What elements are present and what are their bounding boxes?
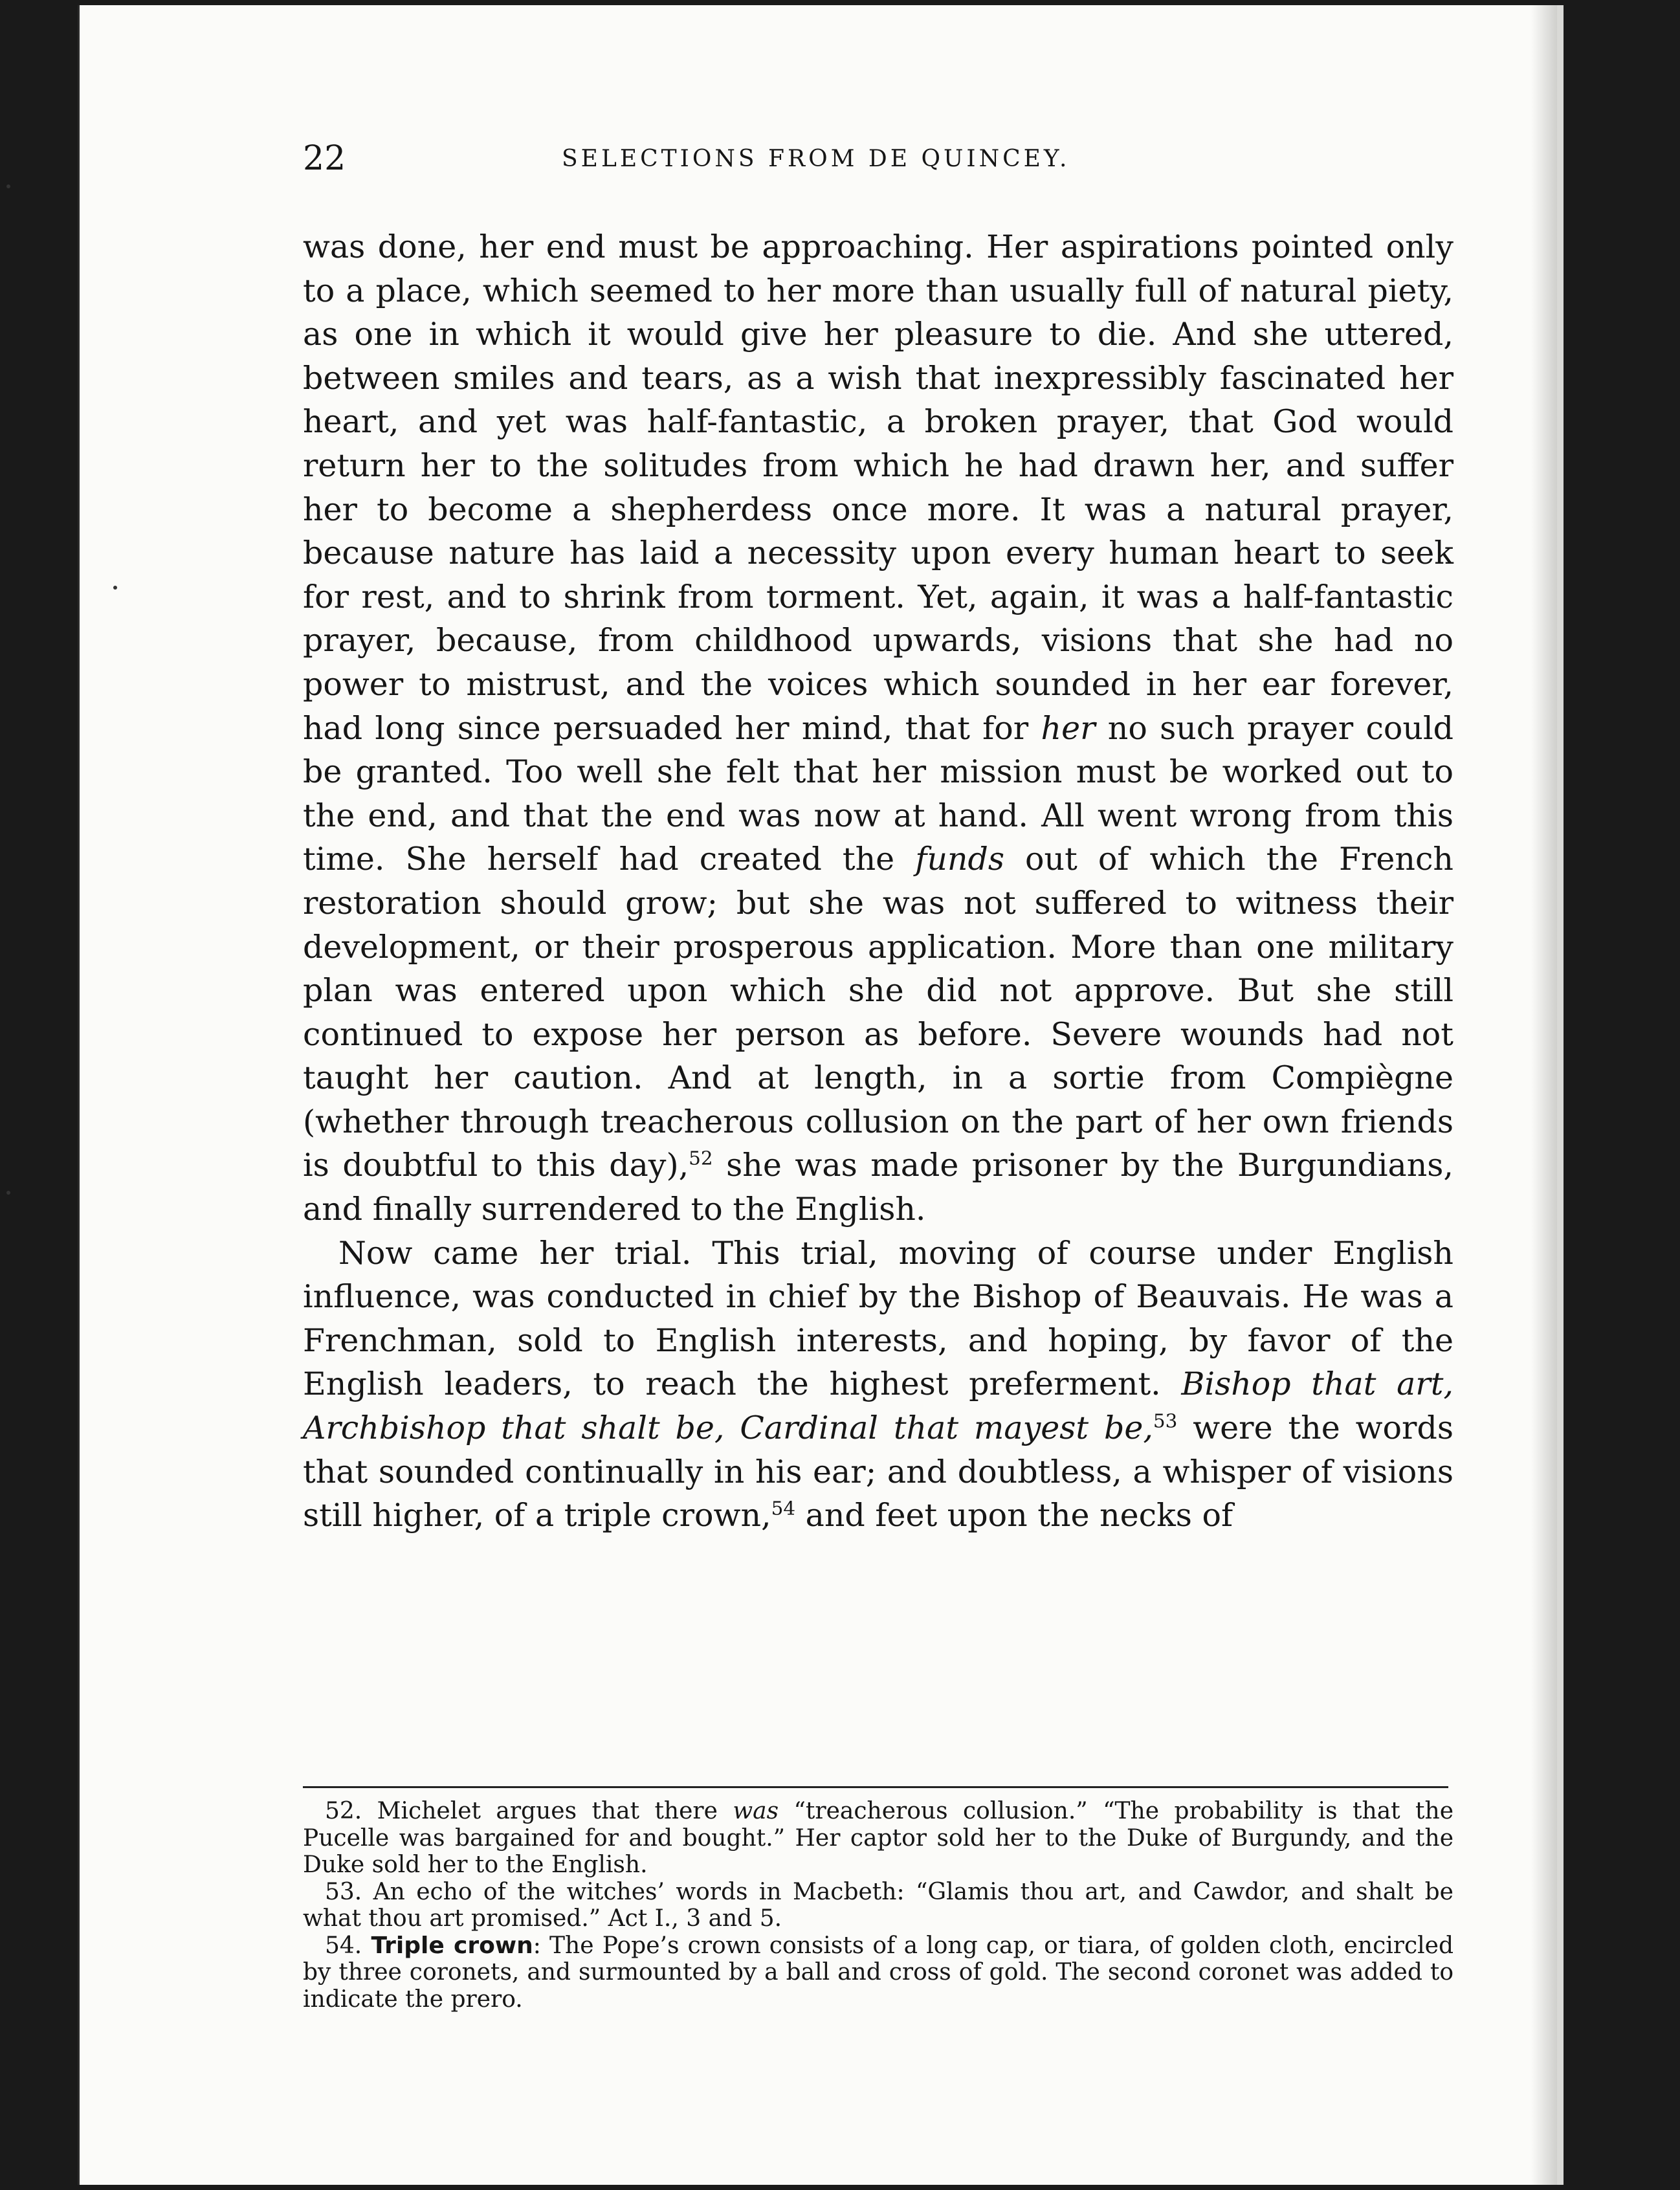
paragraph-1-emphasis-her: her (1041, 709, 1096, 747)
footnote-52-text-a: Michelet argues that there (362, 1798, 733, 1824)
scan-speck (113, 586, 117, 590)
footnote-53 (303, 1879, 1453, 1932)
paragraph-2 (303, 1232, 1453, 1538)
paragraph-1-text-d: she was made prisoner by the Burgundians, and finally surrendered to the English. (303, 1147, 1454, 1228)
paragraph-2-text-c: and feet upon the necks of (795, 1497, 1233, 1534)
footnote-54-term: Triple crown (362, 1932, 533, 1959)
page-number: 22 (303, 139, 346, 178)
footnote-53-text: An echo of the witches’ words in Macbeth: “Glamis thou art, and Cawdor, and shalt be what thou art promised.” Act I., 3 and 5. (303, 1878, 1453, 1932)
footnote-52 (303, 1798, 1453, 1879)
footnote-54-number: 54. (325, 1932, 362, 1959)
scan-speck (6, 1191, 10, 1195)
footnote-ref-53[interactable]: 53 (1153, 1410, 1178, 1432)
paragraph-1-text-a: was done, her end must be approaching. Her aspirations pointed only to a place, which seemed to her more than usually full of natural piety, as one in which it would give her pleasure to die. And she uttered, between smiles and tears, as a wish that inexpressibly fascinated her heart, and yet was half-fantastic, a broken prayer, that God would return her to the solitudes from which he had drawn her, and suffer her to become a shepherdess once more. It was a natural prayer, because nature has laid a necessity upon every human heart to seek for rest, and to shrink from torment. Yet, again, it was a half-fantastic prayer, because, from childhood upwards, visions that she had no power to mistrust, and the voices which sounded in her ear forever, had long since persuaded her mind, that for (303, 228, 1453, 747)
footnote-52-number: 52. (325, 1798, 362, 1824)
footnote-ref-54[interactable]: 54 (771, 1497, 796, 1520)
footnote-52-text-b: “treacherous collusion.” “The probability is that the Pucelle was bargained for and bought.” Her captor sold her to the Duke of Burgundy, and the Duke sold her to the English. (303, 1798, 1453, 1878)
running-head (303, 139, 1464, 178)
scan-speck (6, 184, 10, 188)
paragraph-2-text-a: Now came her trial. This trial, moving of course under English influence, was conducted in chief by the Bishop of Beauvais. He was a Frenchman, sold to English interests, and hoping, by favor of the English leaders, to reach the highest preferment. (303, 1234, 1453, 1403)
footnote-53-number: 53. (325, 1878, 362, 1905)
body-text (303, 225, 1453, 1538)
footnote-rule (303, 1786, 1448, 1788)
book-page (78, 5, 1564, 2185)
footnote-54-text: : The Pope’s crown consists of a long cap, or tiara, of golden cloth, encircled by three coronets, and surmounted by a ball and cross of gold. The second coronet was added to indicate the prero. (303, 1932, 1454, 2013)
paragraph-1-emphasis-funds: funds (915, 841, 1004, 878)
page-edge-shadow (1531, 5, 1557, 2185)
footnote-52-emphasis: was (733, 1798, 779, 1824)
paragraph-1 (303, 225, 1453, 1232)
running-title: SELECTIONS FROM DE QUINCEY. (562, 146, 1070, 172)
footnotes (303, 1798, 1453, 2013)
paragraph-1-text-c: out of which the French restoration should grow; but she was not suffered to witness their development, or their prosperous application. More than one military plan was entered upon which she did not approve. But she still continued to expose her person as before. Severe wounds had not taught her caution. And at length, in a sortie from Compiègne (whether through treacherous collusion on the part of her own friends is doubtful to this day), (303, 841, 1453, 1184)
paragraph-2-text-b: were the words that sounded continually in his ear; and doubtless, a whisper of visions still higher, of a triple crown, (303, 1410, 1453, 1534)
paragraph-1-text-b: no such prayer could be granted. Too well she felt that her mission must be worked out to the end, and that the end was now at hand. All went wrong from this time. She herself had created the (303, 709, 1454, 878)
footnote-ref-52[interactable]: 52 (689, 1147, 713, 1170)
paragraph-2-emphasis-quote: Bishop that art, Archbishop that shalt be, Cardinal that mayest be, (303, 1366, 1453, 1447)
footnote-54 (303, 1932, 1453, 2013)
